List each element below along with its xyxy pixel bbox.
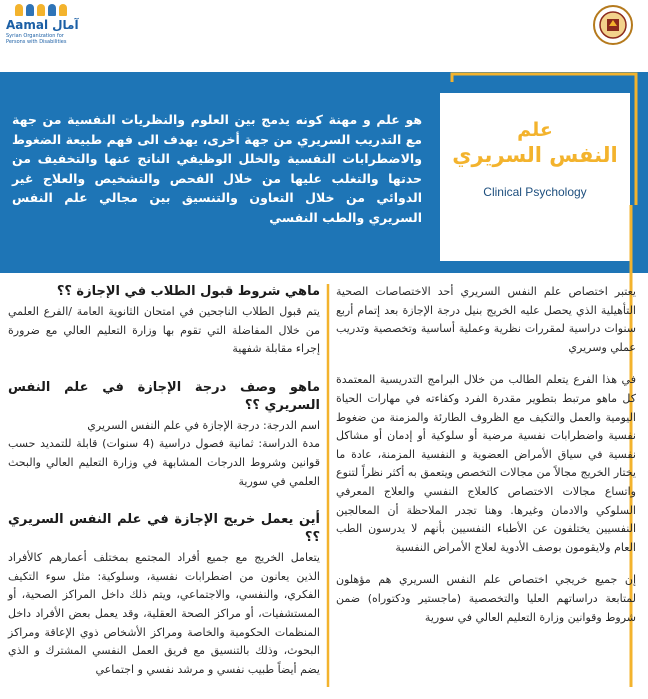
aamal-logo-arabic: آمال xyxy=(52,18,79,32)
employment-heading: أين يعمل خريج الإجازة في علم النفس السريري ؟؟ xyxy=(8,512,320,546)
title-arabic-line1: علم xyxy=(517,119,553,141)
employment-section xyxy=(8,511,320,679)
aamal-logo xyxy=(6,4,79,45)
admission-body: يتم قبول الطلاب الناجحين في امتحان الثانوية العامة /الفرع العلمي من خلال المفاضلة التي تقوم بها وزارة التعليم العالي مع ضرورة إجراء مقابلة شفهية xyxy=(8,305,320,356)
admission-heading: ماهي شروط قبول الطلاب في الإجازة ؟؟ xyxy=(56,284,320,299)
ministry-seal-icon xyxy=(592,4,634,46)
aamal-logo-name: Aamal xyxy=(6,18,49,32)
title-english: Clinical Psychology xyxy=(483,185,587,199)
title-arabic-line2: النفس السريري xyxy=(452,143,618,167)
graduates-paragraph: إن جميع خريجي اختصاص علم النفس السريري هم مؤهلون لمتابعة دراساتهم العليا والتخصصية (ماجستير ودكتوراه) ضمن شروط وقوانين وزارة التعليم العالي في سورية xyxy=(336,573,636,624)
left-column xyxy=(8,283,320,699)
right-column xyxy=(336,283,636,641)
admission-section xyxy=(8,283,320,359)
title-box xyxy=(440,93,630,261)
intro-paragraph: يعتبر اختصاص علم النفس السريري أحد الاختصاصات الصحية التأهيلية الذي يحصل عليه الخريج بنيل درجة الإجازة بعد إتمام أربع سنوات دراسية لمقررات نظرية وعملية أساسية وتخصصية وتدريب عملي وسريري xyxy=(336,285,636,354)
aamal-logo-subtitle: Syrian Organization for Persons with Disabilities xyxy=(6,33,67,45)
degree-heading: ماهو وصف درجة الإجازة في علم النفس السريري ؟؟ xyxy=(8,379,320,413)
definition-text: هو علم و مهنة كونه يدمج بين العلوم والنظريات النفسية من جهة مع التدريب السريري من جهة أخرى، يهدف الى فهم طبيعة الضغوط والاضطرابات النفسية والخلل الوظيفي الناتج عنها والتخفيف من حدتها والتغلب عليها من خلال الفحص والتشخيص والعلاج غير الدوائي من خلال التعاون والتنسيق بين مجالي علم النفس السريري والطب النفسي xyxy=(12,112,422,225)
employment-body: يتعامل الخريج مع جميع أفراد المجتمع بمختلف أعمارهم كالأفراد الذين يعانون من اضطرابات نفسية، وسلوكية: مثل سوء التكيف الفكري، والنفسي، والاجتماعي، ويتم ذلك داخل المراكز الصحية، أو المستشفيات، أو مراكز الصحة العقلية، وقد يعمل بعض الأفراد داخل المنظمات الحكومية والخاصة ومراكز الأشخاص ذوي الإعاقة ومراكز البحوث، وذلك بالتنسيق مع فريق العمل النفسي المشترك و الذي يضم أيضاً طبيب نفسي و مرشد نفسي و اجتماعي xyxy=(8,551,320,676)
study-paragraph: في هذا الفرع يتعلم الطالب من خلال البرامج التدريسية المعتمدة كل ماهو مرتبط بتطوير مقدرة الفرد وكفاءته في مهارات الحياة اليومية والعمل والتكيف مع الظروف الطارئة والمزمنة من ضغوط نفسية واضطرابات نفسية مرضية أو سلوكية أو إدمان أو مشاكل نفسية في سياق الأمراض العضوية و النفسية المزمنة، عادة ما يختار الخريج مجالاً من مجالات التخصص ويتعمق به أكثر نظراً لتنوع واتساع مجالات الاختصاص كالعلاج النفسي والعلاج المعرفي السلوكي والادمان وغيرها. وهنا تجدر الملاحظة أن المعالجين النفسيين يختلفون عن الأطباء النفسيين بأنهم لا يدرسون الطب العام ولايقومون بوصف الأدوية لعلاج الأمراض النفسية xyxy=(336,373,636,554)
degree-section xyxy=(8,379,320,491)
degree-body: اسم الدرجة: درجة الإجازة في علم النفس السريري مدة الدراسة: ثمانية فصول دراسية (4 سنوات) قابلة للتمديد حسب قوانين وشروط الدرجات المشابهة في وزارة التعليم العالي والبحث العلمي في سورية xyxy=(8,418,320,488)
header xyxy=(0,0,648,72)
people-icon xyxy=(6,4,76,16)
